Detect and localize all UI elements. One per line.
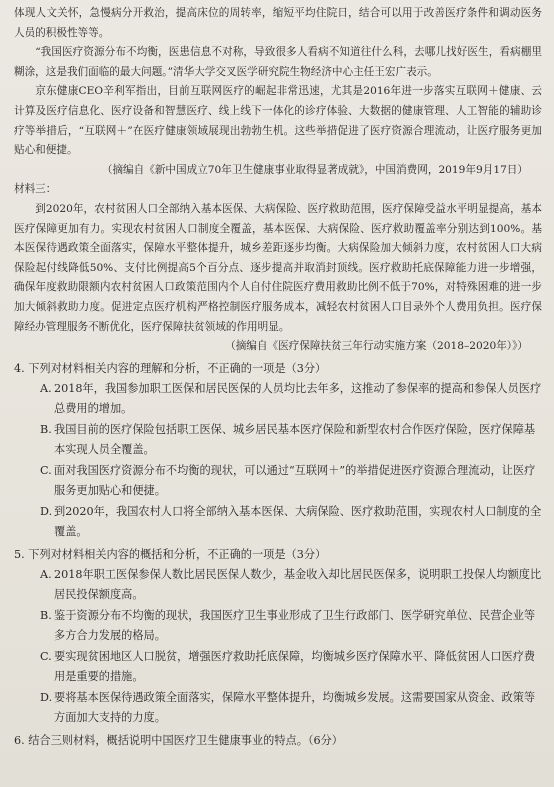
option-letter: D. bbox=[40, 690, 53, 704]
question-stem: 6. 结合三则材料，概括说明中国医疗卫生健康事业的特点。（6分） bbox=[14, 733, 343, 747]
paragraph-3: 京东健康CEO辛利军指出，目前互联网医疗的崛起非常迅速，尤其是2016年进一步落实互联网＋健康、云计算及医疗信息化、医疗设备和智慧医疗、线上线下一体化的诊疗体验、大数据的健康管理、人工智能的辅助诊疗等举措后，“互联网＋”在医疗健康领域展现出勃勃生机。这些举措促进了医疗资源合理流动，让医疗服务更加贴心和便捷。 bbox=[14, 85, 542, 157]
option-letter: C. bbox=[40, 463, 52, 477]
paragraph-4: 到2020年，农村贫困人口全部纳入基本医保、大病保险、医疗救助范围，医疗保障受益水平明显提高，基本医疗保障更加有力。实现农村贫困人口制度全覆盖，基本医保、大病保险、医疗救助覆盖率分别达到100%。基本医保待遇政策全面落实，保障水平整体提升，城乡差距逐步均衡。大病保险加大倾斜力度，农村贫困人口大病保险起付线降低50%、支付比例提高5个百分点、逐步提高并取消封顶线。医疗救助托底保障能力进一步增强，确保年度救助限额内农村贫困人口政策范围内个人自付住院医疗费用救助比例不低于70%，对特殊困难的进一步加大倾斜救助力度。促进定点医疗机构严格控制医疗服务成本，减轻农村贫困人口目录外个人费用负担。医疗保障经办管理服务不断优化，医疗保障扶贫领域的作用明显。 bbox=[14, 202, 542, 333]
option-d[interactable] bbox=[40, 688, 542, 729]
paragraph-2: “我国医疗资源分布不均衡，医患信息不对称，导致很多人看病不知道往什么科，去哪儿找好医生，看病棚里糊涂，这是我们面临的最大问题。”清华大学交叉医学研究院生物经济中心主任王宏广表示。 bbox=[14, 46, 542, 78]
option-letter: D. bbox=[40, 504, 53, 518]
question-stem: 5. 下列对材料相关内容的概括和分析，不正确的一项是（3分） bbox=[14, 547, 327, 561]
question-5 bbox=[14, 545, 542, 729]
option-letter: C. bbox=[40, 649, 52, 663]
source-citation-2: （摘编自《新中国成立70年卫生健康事业取得显著成就》，中国消费网，2019年9月17日） bbox=[101, 163, 528, 176]
option-c[interactable] bbox=[40, 461, 542, 502]
question-stem: 4. 下列对材料相关内容的理解和分析，不正确的一项是（3分） bbox=[14, 361, 327, 375]
option-letter: A. bbox=[40, 567, 52, 581]
option-text: 面对我国医疗资源分布不均衡的现状，可以通过“互联网＋”的举措促进医疗资源合理流动，让医疗服务更加贴心和便捷。 bbox=[54, 463, 536, 498]
option-text: 2018年，我国参加职工医保和居民医保的人员均比去年多，这推动了参保率的提高和参保人员医疗总费用的增加。 bbox=[54, 381, 542, 416]
option-letter: B. bbox=[40, 422, 52, 436]
material-3-heading: 材料三： bbox=[14, 183, 57, 196]
source-citation-3: （摘编自《医疗保障扶贫三年行动实施方案（2018–2020年）》） bbox=[225, 340, 528, 353]
option-text: 要将基本医保待遇政策全面落实，保障水平整体提升，均衡城乡发展。这需要国家从资金、政策等方面加大支持的力度。 bbox=[54, 690, 536, 725]
option-letter: B. bbox=[40, 608, 52, 622]
option-text: 鉴于资源分布不均衡的现状，我国医疗卫生事业形成了卫生行政部门、医学研究单位、民营企业等多方合力发展的格局。 bbox=[54, 608, 536, 643]
question-6 bbox=[14, 731, 542, 751]
option-c[interactable] bbox=[40, 647, 542, 688]
option-a[interactable] bbox=[40, 379, 542, 420]
option-text: 2018年职工医保参保人数比居民医保人数少，基金收入却比居民医保多，说明职工投保人均额度比居民投保额度高。 bbox=[54, 567, 542, 602]
option-letter: A. bbox=[40, 381, 52, 395]
option-d[interactable] bbox=[40, 502, 542, 543]
option-a[interactable] bbox=[40, 565, 542, 606]
option-b[interactable] bbox=[40, 420, 542, 461]
option-text: 要实现贫困地区人口脱贫，增强医疗救助托底保障，均衡城乡医疗保障水平、降低贫困人口医疗费用是重要的措施。 bbox=[54, 649, 536, 684]
paragraph-1-tail: 体现人文关怀，急慢病分开救治，提高床位的周转率，缩短平均住院日，结合可以用于改善医疗条件和调动医务人员的积极性等等。 bbox=[14, 7, 542, 39]
option-text: 到2020年，我国农村人口将全部纳入基本医保、大病保险、医疗救助范围，实现农村人口制度的全覆盖。 bbox=[54, 504, 542, 539]
page-content bbox=[14, 4, 542, 751]
question-4 bbox=[14, 359, 542, 543]
option-text: 我国目前的医疗保险包括职工医保、城乡居民基本医疗保险和新型农村合作医疗保险，医疗保障基本实现人员全覆盖。 bbox=[54, 422, 536, 457]
option-b[interactable] bbox=[40, 606, 542, 647]
